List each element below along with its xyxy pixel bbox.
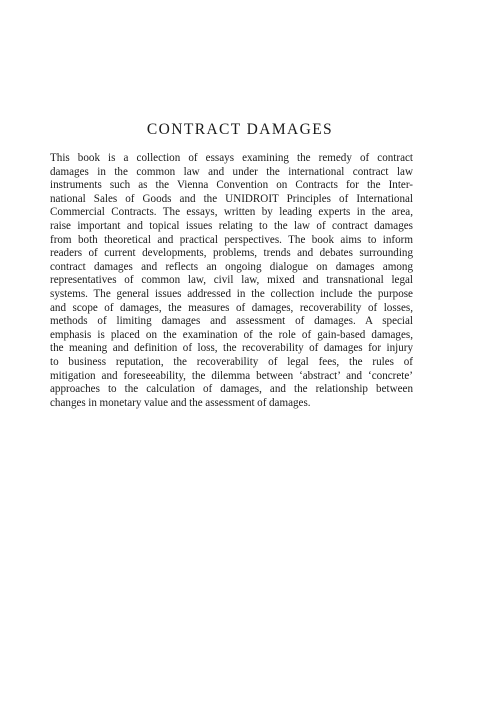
description-line-last: changes in monetary value and the assessment of damages. xyxy=(50,396,311,409)
book-description xyxy=(50,152,413,410)
description-line: methods of limiting damages and assessment of damages. A special xyxy=(50,315,413,328)
description-line: from both theoretical and practical perspectives. The book aims to inform xyxy=(50,233,413,246)
description-line: the meaning and definition of loss, the recoverability of damages for injury xyxy=(50,342,413,355)
description-line: mitigation and foreseeability, the dilemma between ‘abstract’ and ‘concrete’ xyxy=(50,369,413,382)
description-line: and scope of damages, the measures of damages, recoverability of losses, xyxy=(50,301,413,314)
description-line: contract damages and reflects an ongoing dialogue on damages among xyxy=(50,260,413,273)
description-line: representatives of common law, civil law, mixed and transnational legal xyxy=(50,274,413,287)
description-line: This book is a collection of essays examining the remedy of contract xyxy=(50,152,413,164)
description-line: damages in the common law and under the international contract law xyxy=(50,165,413,178)
page-title: CONTRACT DAMAGES xyxy=(146,121,334,138)
description-line: Commercial Contracts. The essays, written by leading experts in the area, xyxy=(50,206,413,219)
description-line: national Sales of Goods and the UNIDROIT Principles of International xyxy=(50,192,413,205)
description-line: to business reputation, the recoverability of legal fees, the rules of xyxy=(50,355,413,368)
description-line: readers of current developments, problems, trends and debates surrounding xyxy=(50,247,413,260)
description-line: raise important and topical issues relating to the law of contract damages xyxy=(50,219,413,232)
description-line: emphasis is placed on the examination of the role of gain-based damages, xyxy=(50,328,413,341)
description-line: instruments such as the Vienna Convention on Contracts for the Inter- xyxy=(50,179,413,192)
description-line: systems. The general issues addressed in the collection include the purpose xyxy=(50,287,413,300)
description-line: approaches to the calculation of damages, and the relationship between xyxy=(50,383,413,396)
